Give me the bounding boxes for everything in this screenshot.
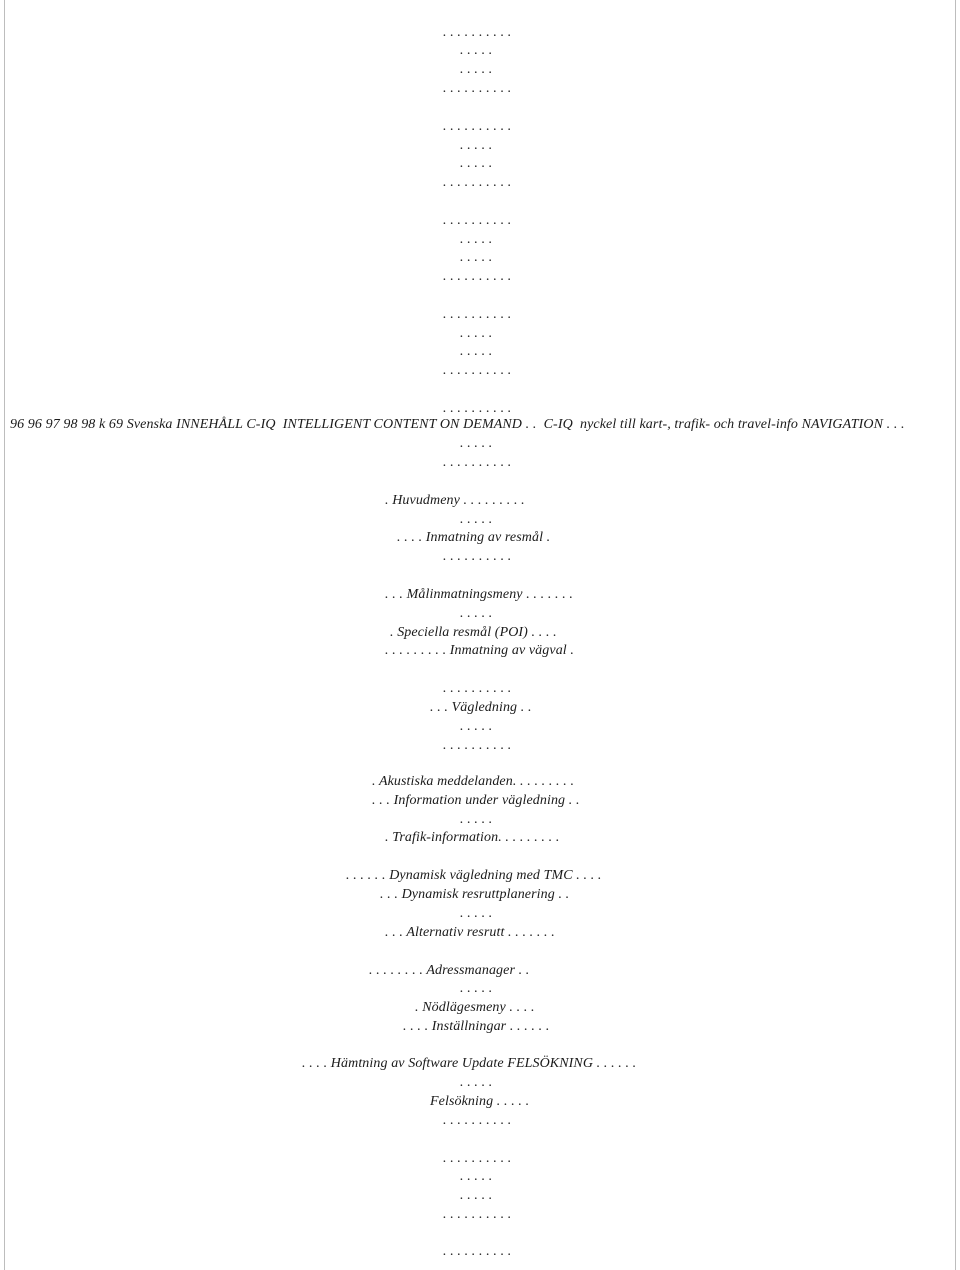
dot-leader-line: . . . . . — [460, 719, 493, 734]
dot-leader-line: . . . . . — [460, 906, 493, 921]
toc-entry: . Nödlägesmeny . . . . — [415, 1000, 535, 1015]
toc-entry: . . . . . . . . . Inmatning av vägval . — [385, 643, 574, 658]
toc-entry: . Akustiska meddelanden. . . . . . . . . — [372, 774, 575, 789]
toc-entry: . Huvudmeny . . . . . . . . . — [385, 493, 525, 508]
dot-leader-line: . . . . . . . . . . — [443, 1151, 512, 1166]
page-frame-right-border — [955, 0, 956, 1270]
dot-leader-line: . . . . . . . . . . — [443, 119, 512, 134]
dot-leader-line: . . . . . . . . . . — [443, 81, 512, 96]
toc-entry: . . . Dynamisk resruttplanering . . — [380, 887, 570, 902]
toc-entry: . Trafik-information. . . . . . . . . — [385, 830, 560, 845]
toc-entry: . . . . Hämtning av Software Update FELSÖKNING . . . . . . — [302, 1056, 637, 1071]
dot-leader-line: . . . . . — [460, 1188, 493, 1203]
dot-leader-line: . . . . . — [460, 436, 493, 451]
page-frame-left-border — [4, 0, 5, 1270]
toc-entry: . . . Målinmatningsmeny . . . . . . . — [385, 587, 574, 602]
toc-entry: Felsökning . . . . . — [430, 1094, 530, 1109]
dot-leader-line: . . . . . . . . . . — [443, 681, 512, 696]
document-title-line: 96 96 97 98 98 k 69 Svenska INNEHÅLL C-IQ INTELLIGENT CONTENT ON DEMAND . . C-IQ nyckel till kart-, trafik- och travel-info NAVIGATION . . . — [10, 417, 905, 432]
dot-leader-line: . . . . . — [460, 326, 493, 341]
dot-leader-line: . . . . . — [460, 1075, 493, 1090]
dot-leader-line: . . . . . — [460, 43, 493, 58]
toc-entry: . . . Vägledning . . — [430, 700, 532, 715]
toc-entry: . . . Alternativ resrutt . . . . . . . — [385, 925, 555, 940]
dot-leader-line: . . . . . . . . . . — [443, 1244, 512, 1259]
toc-entry: . . . . . . . . Adressmanager . . — [369, 963, 530, 978]
dot-leader-line: . . . . . — [460, 981, 493, 996]
dot-leader-line: . . . . . . . . . . — [443, 25, 512, 40]
dot-leader-line: . . . . . . . . . . — [443, 1207, 512, 1222]
dot-leader-line: . . . . . . . . . . — [443, 363, 512, 378]
dot-leader-line: . . . . . — [460, 138, 493, 153]
dot-leader-line: . . . . . — [460, 62, 493, 77]
dot-leader-line: . . . . . — [460, 1169, 493, 1184]
dot-leader-line: . . . . . . . . . . — [443, 213, 512, 228]
dot-leader-line: . . . . . . . . . . — [443, 549, 512, 564]
dot-leader-line: . . . . . — [460, 512, 493, 527]
dot-leader-line: . . . . . . . . . . — [443, 738, 512, 753]
toc-entry: . Speciella resmål (POI) . . . . — [390, 625, 557, 640]
toc-entry: . . . . Inmatning av resmål . — [397, 530, 551, 545]
dot-leader-line: . . . . . — [460, 812, 493, 827]
toc-entry: . . . . Inställningar . . . . . . — [403, 1019, 550, 1034]
dot-leader-line: . . . . . — [460, 344, 493, 359]
toc-entry: . . . . . . Dynamisk vägledning med TMC . . . . — [346, 868, 602, 883]
toc-entry: . . . Information under vägledning . . — [372, 793, 580, 808]
dot-leader-line: . . . . . . . . . . — [443, 175, 512, 190]
dot-leader-line: . . . . . — [460, 606, 493, 621]
dot-leader-line: . . . . . . . . . . — [443, 1113, 512, 1128]
dot-leader-line: . . . . . . . . . . — [443, 269, 512, 284]
dot-leader-line: . . . . . — [460, 156, 493, 171]
dot-leader-line: . . . . . — [460, 232, 493, 247]
dot-leader-line: . . . . . . . . . . — [443, 401, 512, 416]
dot-leader-line: . . . . . . . . . . — [443, 307, 512, 322]
dot-leader-line: . . . . . — [460, 250, 493, 265]
dot-leader-line: . . . . . . . . . . — [443, 455, 512, 470]
